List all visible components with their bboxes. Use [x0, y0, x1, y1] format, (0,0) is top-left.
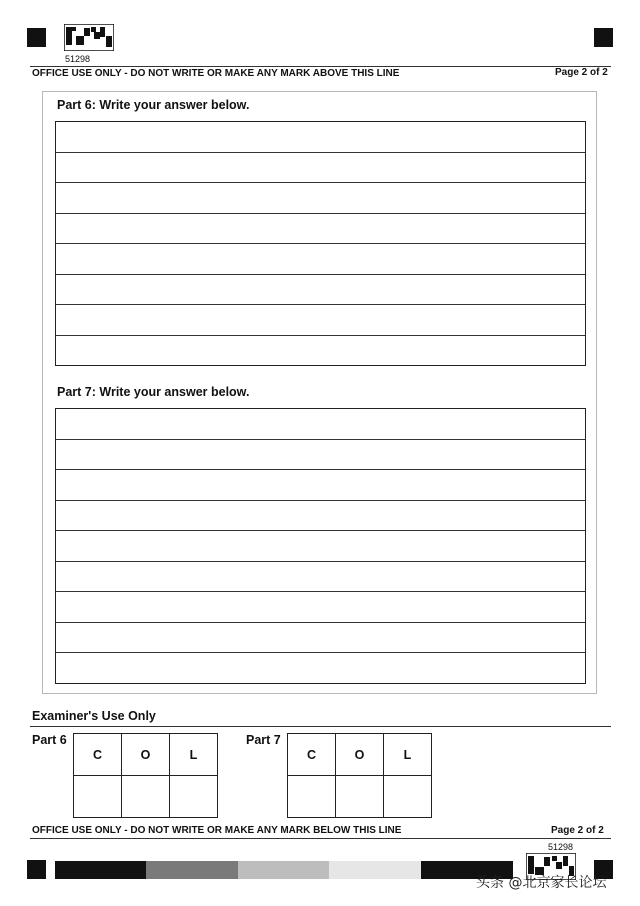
part-6-answer-line[interactable] [56, 305, 585, 336]
score-cell-l[interactable] [384, 776, 432, 818]
registration-marker-top-right [594, 28, 613, 47]
part-7-score-label: Part 7 [246, 733, 281, 747]
part-6-answer-line[interactable] [56, 214, 585, 245]
watermark-text: 头条 @北京家长论坛 [476, 875, 607, 891]
part-7-answer-line[interactable] [56, 653, 585, 684]
part-7-answer-line[interactable] [56, 501, 585, 532]
part-7-answer-line[interactable] [56, 592, 585, 623]
header-barcode-number: 51298 [65, 54, 91, 64]
examiner-divider [30, 726, 611, 727]
score-cell-c[interactable] [74, 776, 122, 818]
header-page-label: Page 2 of 2 [555, 67, 608, 78]
part-6-answer-line[interactable] [56, 275, 585, 306]
grayscale-bar-black [55, 861, 146, 879]
part-6-answer-box[interactable] [55, 121, 586, 366]
part-6-answer-line[interactable] [56, 336, 585, 367]
part-7-answer-line[interactable] [56, 623, 585, 654]
grayscale-bar-dark-gray [146, 861, 238, 879]
part-6-score-grid [73, 733, 218, 818]
score-column-l: L [170, 734, 218, 776]
part-7-answer-line[interactable] [56, 470, 585, 501]
grayscale-bar-light-gray [329, 861, 421, 879]
score-cell-o[interactable] [122, 776, 170, 818]
score-column-o: O [122, 734, 170, 776]
grayscale-bar-mid-gray [238, 861, 329, 879]
part-7-answer-line[interactable] [56, 531, 585, 562]
footer-barcode-number: 51298 [548, 842, 574, 852]
part-6-answer-line[interactable] [56, 122, 585, 153]
part-6-score-label: Part 6 [32, 733, 67, 747]
score-column-c: C [74, 734, 122, 776]
footer-divider [30, 838, 611, 839]
footer-page-label: Page 2 of 2 [551, 825, 604, 836]
part-6-heading: Part 6: Write your answer below. [57, 98, 250, 112]
part-6-answer-line[interactable] [56, 183, 585, 214]
score-cell-l[interactable] [170, 776, 218, 818]
registration-marker-bottom-left [27, 860, 46, 879]
part-7-answer-line[interactable] [56, 562, 585, 593]
part-7-heading: Part 7: Write your answer below. [57, 385, 250, 399]
score-column-c: C [288, 734, 336, 776]
part-7-answer-line[interactable] [56, 409, 585, 440]
registration-marker-top-left [27, 28, 46, 47]
header-divider [30, 66, 611, 67]
part-7-score-grid [287, 733, 432, 818]
part-6-answer-line[interactable] [56, 153, 585, 184]
score-cell-c[interactable] [288, 776, 336, 818]
examiner-section-title: Examiner's Use Only [32, 709, 156, 723]
part-7-answer-box[interactable] [55, 408, 586, 684]
header-office-use-notice: OFFICE USE ONLY - DO NOT WRITE OR MAKE ANY MARK ABOVE THIS LINE [32, 68, 400, 79]
score-column-o: O [336, 734, 384, 776]
part-7-answer-line[interactable] [56, 440, 585, 471]
score-cell-o[interactable] [336, 776, 384, 818]
footer-office-use-notice: OFFICE USE ONLY - DO NOT WRITE OR MAKE ANY MARK BELOW THIS LINE [32, 825, 402, 836]
part-6-answer-line[interactable] [56, 244, 585, 275]
header-barcode-icon [64, 24, 114, 51]
score-column-l: L [384, 734, 432, 776]
